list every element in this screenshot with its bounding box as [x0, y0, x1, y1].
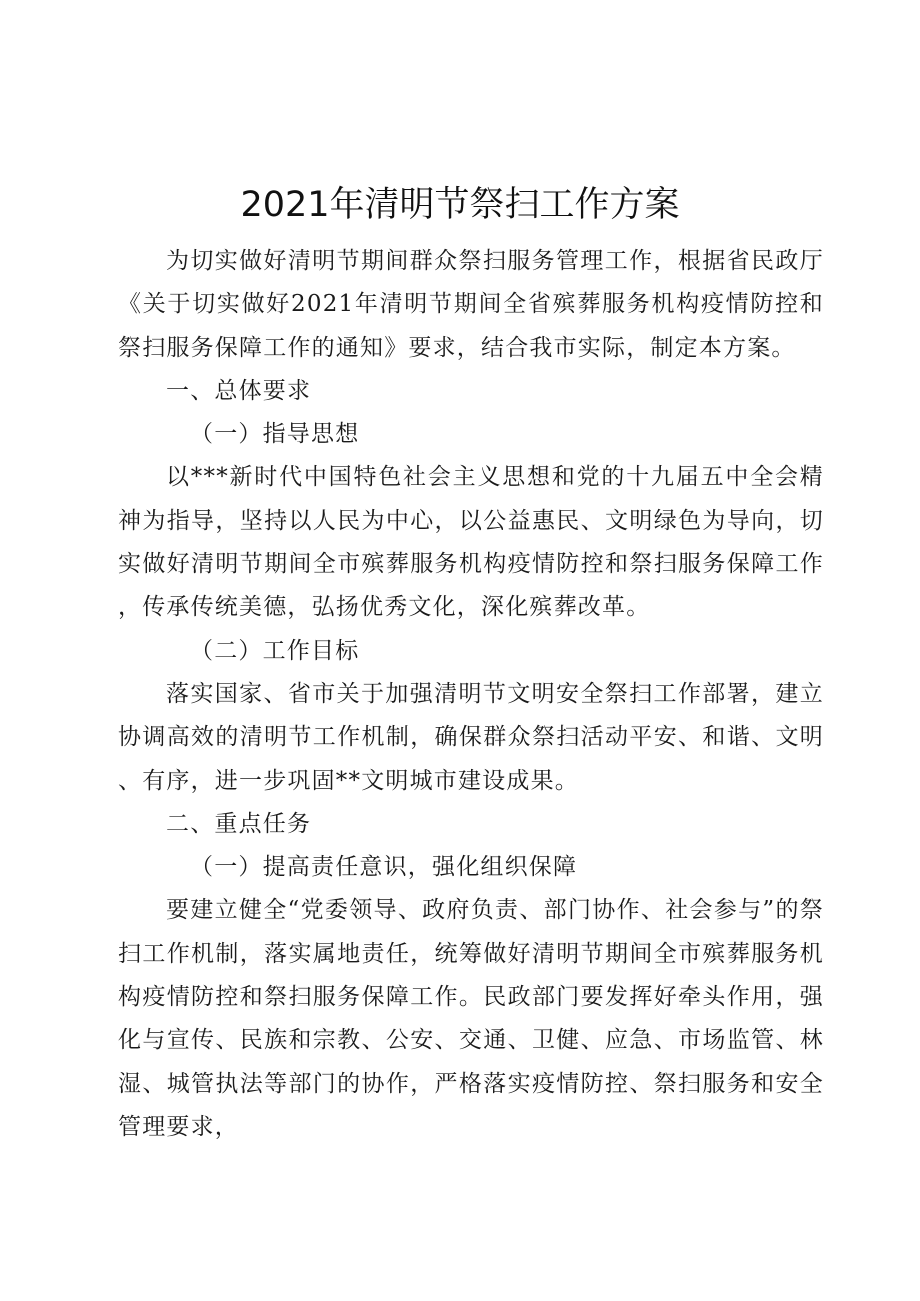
guiding-ideology-paragraph: 以***新时代中国特色社会主义思想和党的十九届五中全会精神为指导，坚持以人民为中心，以公益惠民、文明绿色为导向，切实做好清明节期间全市殡葬服务机构疫情防控和祭扫服务保障工作，传承传统美德，弘扬优秀文化，深化殡葬改革。 — [118, 464, 824, 621]
subsection-heading-responsibility: （一）提高责任意识，强化组织保障 — [190, 854, 578, 881]
work-goals-paragraph: 落实国家、省市关于加强清明节文明安全祭扫工作部署，建立协调高效的清明节工作机制，确保群众祭扫活动平安、和谐、文明、有序，进一步巩固**文明城市建设成果。 — [118, 680, 824, 794]
section-heading-key-tasks: 二、重点任务 — [166, 810, 312, 837]
responsibility-paragraph: 要建立健全“党委领导、政府负责、部门协作、社会参与”的祭扫工作机制，落实属地责任，统筹做好清明节期间全市殡葬服务机构疫情防控和祭扫服务保障工作。民政部门要发挥好牵头作用，强化与宣传、民族和宗教、公安、交通、卫健、应急、市场监管、林湿、城管执法等部门的协作，严格落实疫情防控、祭扫服务和安全管理要求， — [118, 897, 824, 1140]
document-title: 2021年清明节祭扫工作方案 — [240, 185, 680, 225]
intro-paragraph: 为切实做好清明节期间群众祭扫服务管理工作，根据省民政厅《关于切实做好2021年清明节期间全省殡葬服务机构疫情防控和祭扫服务保障工作的通知》要求，结合我市实际，制定本方案。 — [118, 248, 824, 361]
subsection-heading-work-goals: （二）工作目标 — [190, 637, 360, 664]
document-body — [118, 240, 824, 1149]
section-heading-general-requirements: 一、总体要求 — [166, 377, 312, 404]
subsection-heading-guiding-ideology: （一）指导思想 — [190, 421, 360, 448]
